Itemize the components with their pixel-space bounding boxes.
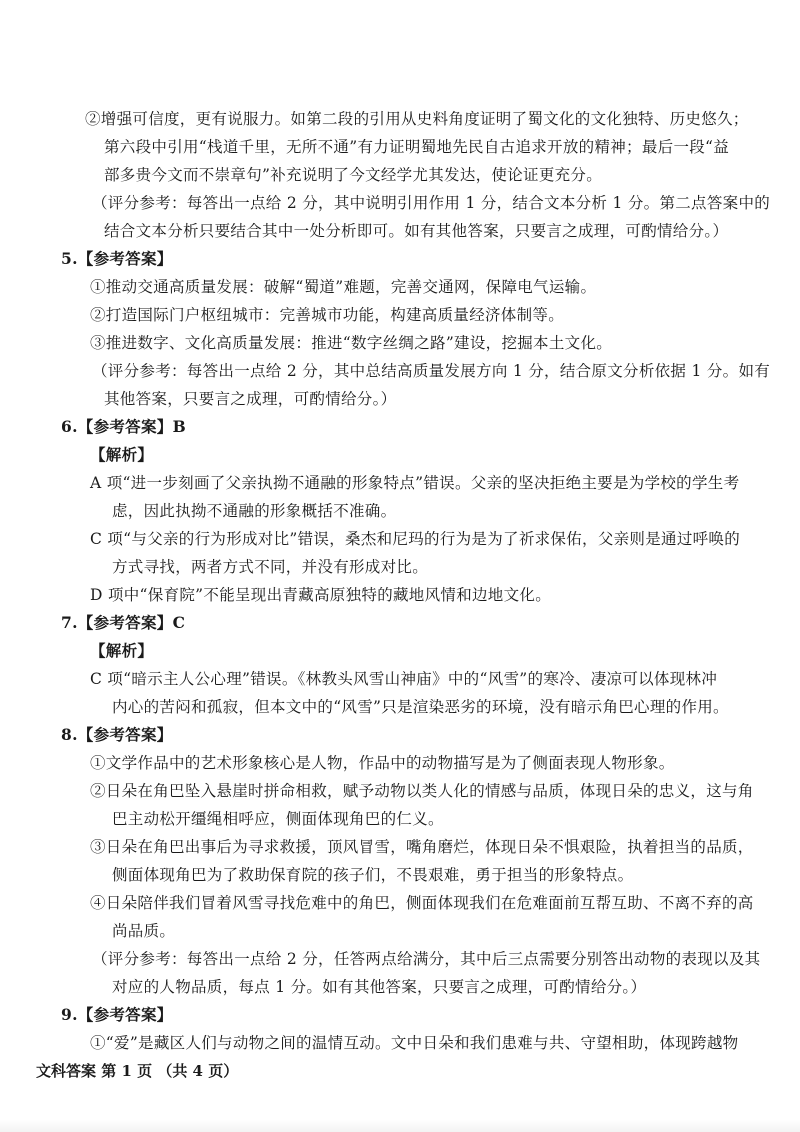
text-line: 虑，因此执拗不通融的形象概括不准确。 <box>112 502 397 520</box>
question-heading: 8.【参考答案】 <box>61 725 173 744</box>
text-line: ①推动交通高质量发展：破解“蜀道”难题，完善交通网，保障电气运输。 <box>90 278 597 296</box>
text-line: 第六段中引用“栈道千里，无所不通”有力证明蜀地先民自古追求开放的精神；最后一段“益 <box>104 138 730 156</box>
text-line: ②打造国际门户枢纽城市：完善城市功能，构建高质量经济体制等。 <box>90 306 565 324</box>
text-line: 结合文本分析只要结合其中一处分析即可。如有其他答案，只要言之成理，可酌情给分。） <box>104 222 729 240</box>
question-heading: 6.【参考答案】B <box>61 417 186 436</box>
text-line: 对应的人物品质，每点 1 分。如有其他答案，只要言之成理，可酌情给分。） <box>112 978 647 996</box>
question-heading: 5.【参考答案】 <box>61 249 173 268</box>
text-line: ②增强可信度，更有说服力。如第二段的引用从史料角度证明了蜀文化的文化独特、历史悠久； <box>85 110 749 128</box>
text-line: 尚品质。 <box>112 922 176 940</box>
text-line: C 项“与父亲的行为形成对比”错误，桑杰和尼玛的行为是为了祈求保佑，父亲则是通过呼唤的 <box>90 530 741 548</box>
text-line: ①“爱”是藏区人们与动物之间的温情互动。文中日朵和我们患难与共、守望相助，体现跨越物 <box>90 1034 739 1052</box>
text-line: 其他答案，只要言之成理，可酌情给分。） <box>104 390 397 408</box>
analysis-heading: 【解析】 <box>90 445 154 464</box>
text-line: 内心的苦闷和孤寂，但本文中的“风雪”只是渲染恶劣的环境，没有暗示角巴心理的作用。 <box>112 698 729 716</box>
text-line: 侧面体现角巴为了救助保育院的孩子们，不畏艰难，勇于担当的形象特点。 <box>112 866 634 884</box>
text-line: ④日朵陪伴我们冒着风雪寻找危难中的角巴，侧面体现我们在危难面前互帮互助、不离不弃的高 <box>90 894 754 912</box>
text-line: （评分参考：每答出一点给 2 分，任答两点给满分，其中后三点需要分别答出动物的表现以及其 <box>92 950 761 968</box>
text-line: 部多贵今文而不崇章句”补充说明了今文经学尤其发达，使论证更充分。 <box>104 166 603 184</box>
text-line: ③日朵在角巴出事后为寻求救援，顶风冒雪，嘴角磨烂，体现日朵不惧艰险，执着担当的品质， <box>90 838 754 856</box>
text-line: （评分参考：每答出一点给 2 分，其中总结高质量发展方向 1 分，结合原文分析依据 1 分。如有 <box>92 362 771 380</box>
analysis-heading: 【解析】 <box>90 641 154 660</box>
text-line: A 项“进一步刻画了父亲执拗不通融的形象特点”错误。父亲的坚决拒绝主要是为学校的学生考 <box>90 474 740 492</box>
text-line: ③推进数字、文化高质量发展：推进“数字丝绸之路”建设，挖掘本土文化。 <box>90 334 613 352</box>
question-heading: 9.【参考答案】 <box>61 1005 173 1024</box>
text-line: C 项“暗示主人公心理”错误。《林教头风雪山神庙》中的“风雪”的寒冷、凄凉可以体现林冲 <box>90 670 718 688</box>
question-heading: 7.【参考答案】C <box>61 613 186 632</box>
text-line: ②日朵在角巴坠入悬崖时拼命相救，赋予动物以类人化的情感与品质，体现日朵的忠义，这与角 <box>90 782 754 800</box>
text-line: 方式寻找，两者方式不同，并没有形成对比。 <box>112 558 429 576</box>
text-line: D 项中“保育院”不能呈现出青藏高原独特的藏地风情和边地文化。 <box>90 586 552 604</box>
page-footer: 文科答案 第 1 页 （共 4 页） <box>36 1062 239 1080</box>
text-line: ①文学作品中的艺术形象核心是人物，作品中的动物描写是为了侧面表现人物形象。 <box>90 754 675 772</box>
text-line: （评分参考：每答出一点给 2 分，其中说明引用作用 1 分，结合文本分析 1 分。第二点答案中的 <box>92 194 771 212</box>
text-line: 巴主动松开缰绳相呼应，侧面体现角巴的仁义。 <box>112 810 444 828</box>
scan-edge <box>0 1120 800 1132</box>
